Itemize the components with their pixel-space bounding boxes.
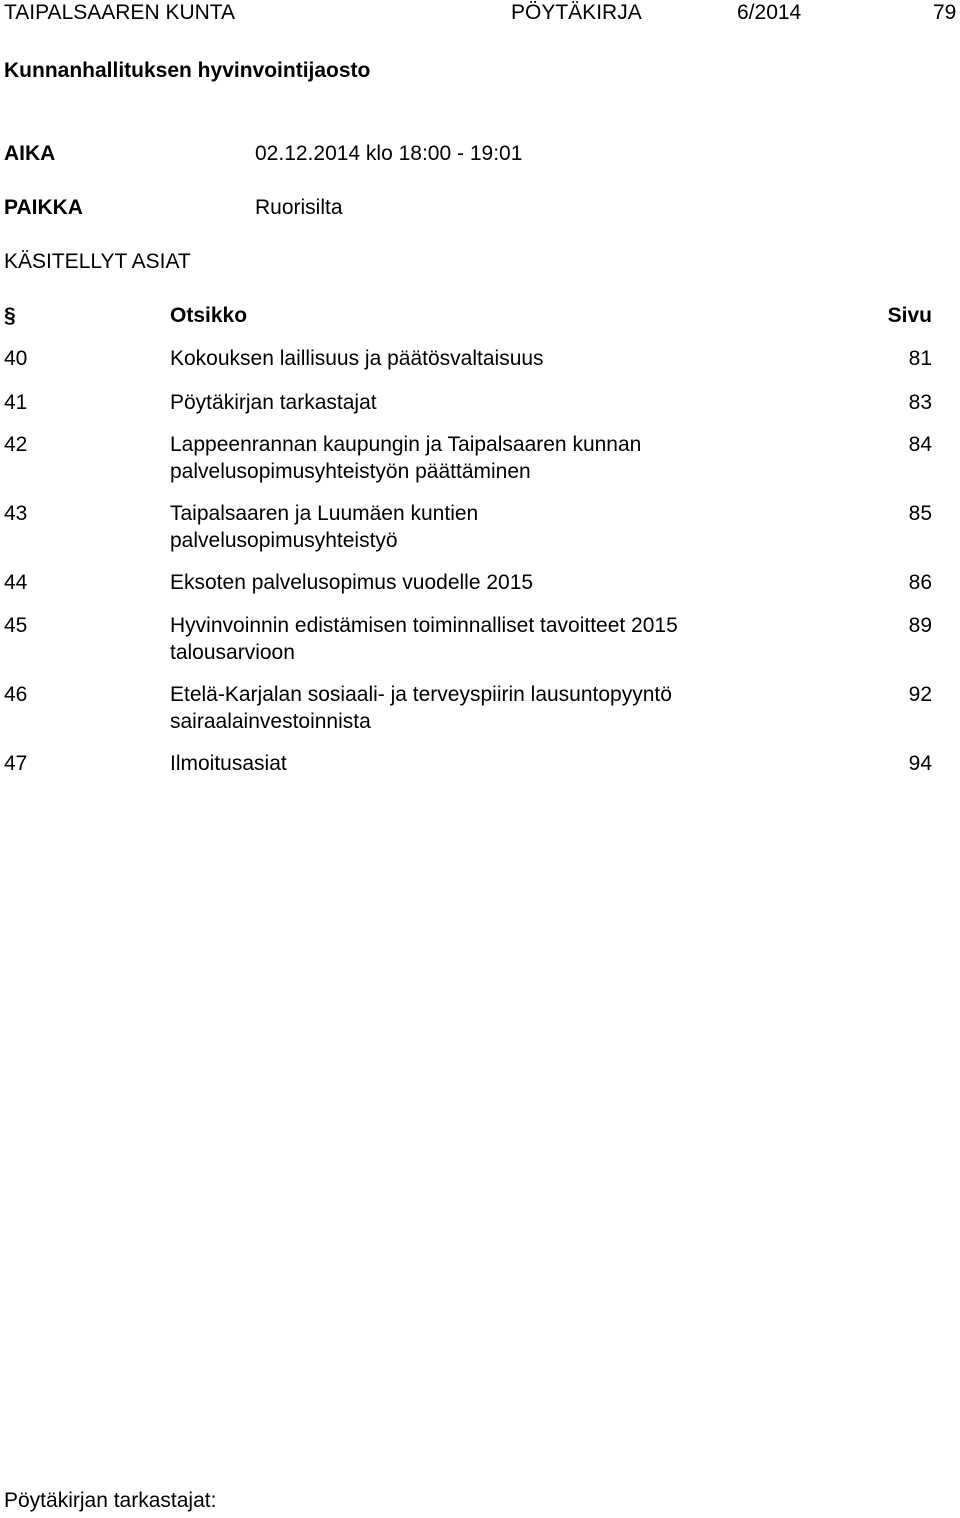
agenda-item-number: 40 (4, 347, 28, 370)
agenda-item-page: 92 (908, 683, 932, 706)
time-label: AIKA (4, 142, 56, 165)
agenda-item-page: 84 (908, 433, 932, 456)
place-value: Ruorisilta (255, 196, 343, 219)
agenda-item-page: 81 (908, 347, 932, 370)
agenda-heading: KÄSITELLYT ASIAT (4, 250, 191, 273)
agenda-item-number: 47 (4, 752, 28, 775)
agenda-item-page: 94 (908, 752, 932, 775)
place-label: PAIKKA (4, 196, 83, 219)
agenda-item-number: 44 (4, 571, 28, 594)
agenda-item-page: 85 (908, 502, 932, 525)
organization-name: TAIPALSAAREN KUNTA (4, 1, 236, 24)
page-number: 79 (933, 1, 957, 24)
signature-label: Pöytäkirjan tarkastajat: (4, 1489, 217, 1512)
agenda-item-title: Etelä-Karjalan sosiaali- ja terveyspiirin lausuntopyyntö sairaalainvestoinnista (170, 683, 672, 733)
agenda-item-number: 45 (4, 614, 28, 637)
agenda-item-page: 83 (908, 391, 932, 414)
title-column-header: Otsikko (170, 304, 248, 327)
agenda-item-title: Lappeenrannan kaupungin ja Taipalsaaren kunnan palvelusopimusyhteistyön päättäminen (170, 433, 642, 483)
agenda-item-number: 46 (4, 683, 28, 706)
section-symbol: § (4, 304, 16, 327)
agenda-item-number: 43 (4, 502, 28, 525)
agenda-item-title: Hyvinvoinnin edistämisen toiminnalliset tavoitteet 2015 talousarvioon (170, 614, 678, 664)
document-type: PÖYTÄKIRJA (511, 1, 642, 24)
agenda-item-title: Pöytäkirjan tarkastajat (170, 391, 377, 414)
page-column-header: Sivu (887, 304, 932, 327)
agenda-item-number: 41 (4, 391, 28, 414)
agenda-item-title: Ilmoitusasiat (170, 752, 287, 775)
agenda-item-title: Kokouksen laillisuus ja päätösvaltaisuus (170, 347, 544, 370)
committee-name: Kunnanhallituksen hyvinvointijaosto (4, 59, 371, 82)
meeting-number: 6/2014 (737, 1, 802, 24)
agenda-item-page: 86 (908, 571, 932, 594)
agenda-item-number: 42 (4, 433, 28, 456)
time-value: 02.12.2014 klo 18:00 - 19:01 (255, 142, 523, 165)
agenda-item-page: 89 (908, 614, 932, 637)
agenda-item-title: Eksoten palvelusopimus vuodelle 2015 (170, 571, 534, 594)
agenda-item-title: Taipalsaaren ja Luumäen kuntien palvelusopimusyhteistyö (170, 502, 479, 552)
